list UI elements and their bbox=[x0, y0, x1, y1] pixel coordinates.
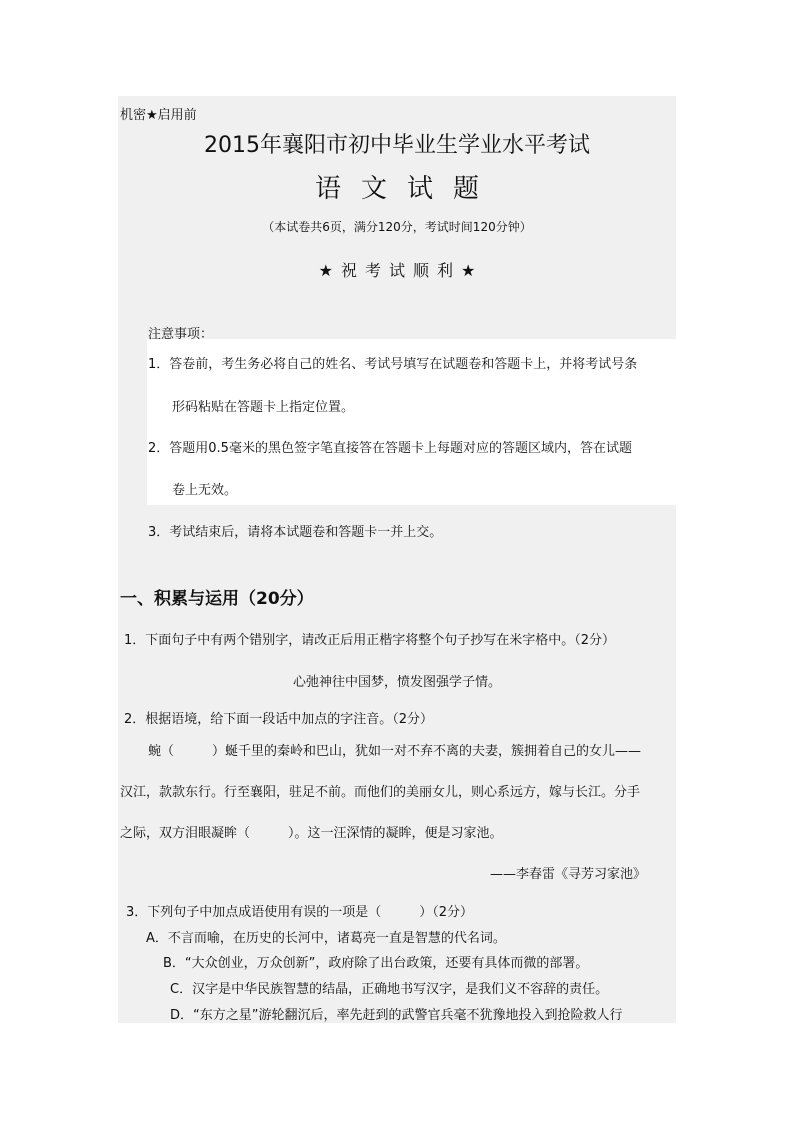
stem-text: ）（2分） bbox=[419, 905, 474, 920]
exam-title: 2015年襄阳市初中毕业生学业水平考试 bbox=[204, 133, 590, 158]
passage-text: ）蜒千里的秦岭和巴山，犹如一对不弃不离的夫妻，簇拥着自己的女儿—— bbox=[212, 744, 642, 759]
section-title: 一、积累与运用（20分） bbox=[120, 589, 314, 609]
stem-text: 3．下列句子中加点成语使用有误的一项是（ bbox=[126, 905, 382, 920]
option-d: D．“东方之星”游轮翻沉后，率先赶到的武警官兵毫不犹豫地投入到抢险救人行 bbox=[170, 1008, 623, 1023]
question-2-passage-line bbox=[148, 740, 641, 759]
option-b: B．“大众创业，万众创新”，政府除了出台政策，还要有具体而微的部署。 bbox=[163, 956, 589, 971]
notice-item: 2．答题用0.5毫米的黑色签字笔直接答在答题卡上每题对应的答题区域内，答在试题 bbox=[148, 441, 632, 456]
notice-item: 1．答卷前，考生务必将自己的姓名、考试号填写在试题卷和答题卡上，并将考试号条 bbox=[148, 357, 638, 372]
good-luck-line: ★祝考试顺利★ bbox=[318, 261, 484, 280]
question-2-passage-line: 汉江，款款东行。行至襄阳，驻足不前。而他们的美丽女儿，则心系远方，嫁与长江。分手 bbox=[120, 785, 641, 800]
passage-text: 蜿（ bbox=[148, 744, 175, 759]
exam-page bbox=[118, 96, 676, 1023]
question-3-stem bbox=[126, 901, 473, 920]
question-1-stem: 1．下面句子中有两个错别字，请改正后用正楷字将整个句子抄写在米字格中。（2分） bbox=[124, 633, 616, 648]
passage-text: ）。这一汪深情的凝眸，便是习家池。 bbox=[288, 826, 503, 841]
passage-source: ——李春雷《寻芳习家池》 bbox=[489, 867, 646, 882]
subject-title: 语文试题 bbox=[314, 174, 499, 204]
question-2-passage-line bbox=[120, 822, 503, 841]
question-1-sentence: 心弛神往中国梦，愤发图强学子情。 bbox=[292, 675, 501, 690]
passage-text: 之际，双方泪眼凝眸（ bbox=[120, 826, 251, 841]
notice-heading: 注意事项： bbox=[148, 327, 214, 342]
option-a: A．不言而喻，在历史的长河中，诸葛亮一直是智慧的代名词。 bbox=[146, 931, 506, 946]
question-2-stem: 2．根据语境，给下面一段话中加点的字注音。（2分） bbox=[124, 712, 434, 727]
exam-info: （本试卷共6页，满分120分，考试时间120分钟） bbox=[262, 220, 532, 234]
notice-item-cont: 卷上无效。 bbox=[172, 483, 238, 498]
notice-item: 3．考试结束后，请将本试题卷和答题卡一并上交。 bbox=[148, 525, 443, 540]
confidential-mark: 机密★启用前 bbox=[120, 108, 197, 123]
option-c: C．汉字是中华民族智慧的结晶，正确地书写汉字，是我们义不容辞的责任。 bbox=[170, 982, 609, 997]
notice-item-cont: 形码粘贴在答题卡上指定位置。 bbox=[172, 400, 355, 415]
